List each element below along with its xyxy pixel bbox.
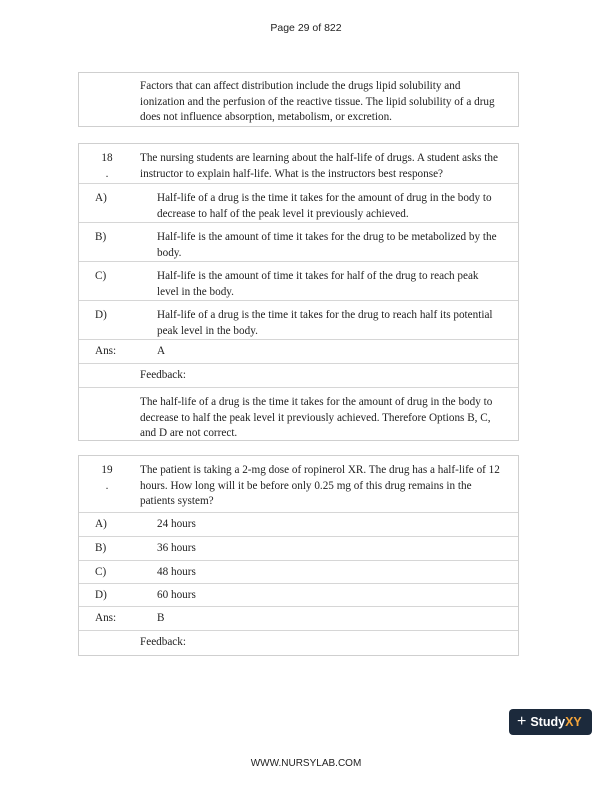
option-text: Half-life of a drug is the time it takes for the drug to reach half its potential peak level in the body.: [157, 309, 493, 337]
answer-label: Ans:: [95, 612, 117, 624]
question-text: The nursing students are learning about the half-life of drugs. A student asks the instructor to explain half-life. What is the instructors best response?: [140, 152, 498, 180]
question-19-box: [78, 455, 519, 656]
option-row-c: [79, 560, 518, 583]
option-text: 60 hours: [157, 589, 196, 601]
answer-label: Ans:: [95, 345, 117, 357]
question-row: [79, 144, 518, 183]
studyxy-badge[interactable]: [509, 709, 592, 735]
feedback-label: Feedback:: [140, 369, 186, 381]
option-text: Half-life is the amount of time it takes for the drug to be metabolized by the body.: [157, 231, 497, 259]
option-label: C): [95, 270, 107, 282]
intro-paragraph: Factors that can affect distribution include the drugs lipid solubility and ionization and the perfusion of the reactive tissue. The lipid solubility of a drug does not influence absorption, metabolism, or excretion.: [140, 80, 495, 123]
option-row-b: [79, 536, 518, 560]
badge-brand-accent: XY: [565, 715, 582, 729]
question-text: The patient is taking a 2-mg dose of ropinerol XR. The drug has a half-life of 12 hours. How long will it be before only 0.25 mg of this drug remains in the patients system?: [140, 464, 500, 507]
question-number: [93, 463, 121, 494]
site-footer: WWW.NURSYLAB.COM: [250, 758, 362, 769]
answer-row: [79, 606, 518, 630]
option-label: D): [95, 589, 107, 601]
option-text: 36 hours: [157, 542, 196, 554]
question-number-value: 18: [101, 152, 113, 164]
option-label: A): [95, 192, 107, 204]
question-number-suffix: .: [105, 167, 109, 180]
option-row-b: [79, 222, 518, 261]
question-row: [79, 456, 518, 512]
plus-icon: +: [517, 713, 527, 730]
option-label: A): [95, 518, 107, 530]
option-row-c: [79, 261, 518, 300]
option-text: 24 hours: [157, 518, 196, 530]
option-label: D): [95, 309, 107, 321]
feedback-label: Feedback:: [140, 636, 186, 648]
option-row-a: [79, 512, 518, 536]
question-number-suffix: .: [105, 479, 109, 492]
previous-feedback-box: [78, 72, 519, 127]
option-text: 48 hours: [157, 566, 196, 578]
question-number-value: 19: [101, 464, 113, 476]
feedback-text-row: [79, 387, 518, 442]
option-row-d: [79, 583, 518, 606]
option-row-a: [79, 183, 518, 222]
question-number: [93, 151, 121, 182]
option-text: Half-life is the amount of time it takes for half of the drug to reach peak level in the body.: [157, 270, 479, 298]
answer-value: B: [157, 612, 165, 624]
option-label: B): [95, 231, 107, 243]
feedback-label-row: [79, 363, 518, 387]
option-row-d: [79, 300, 518, 339]
answer-value: A: [157, 345, 166, 357]
question-18-box: [78, 143, 519, 441]
feedback-text: The half-life of a drug is the time it takes for the amount of drug in the body to decrease to half the peak level it previously achieved. Therefore Options B, C, and D are not correct.: [140, 396, 493, 439]
option-label: C): [95, 566, 107, 578]
feedback-label-row: [79, 630, 518, 655]
option-label: B): [95, 542, 107, 554]
badge-brand-main: Study: [530, 715, 566, 729]
page-number-header: Page 29 of 822: [270, 22, 342, 34]
answer-row: [79, 339, 518, 363]
option-text: Half-life of a drug is the time it takes for the amount of drug in the body to decrease to half of the peak level it previously achieved.: [157, 192, 492, 220]
